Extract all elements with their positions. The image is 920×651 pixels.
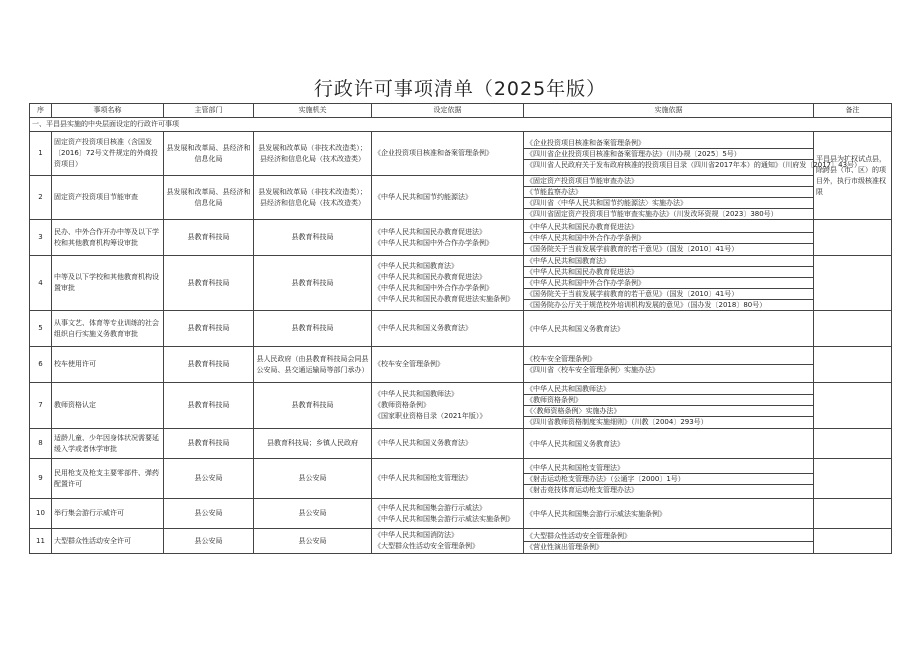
row-basis: 《中华人民共和国教育法》 《中华人民共和国民办教育促进法》 《中华人民共和国中外合作办学条例》 《中华人民共和国民办教育促进法实施条例》 bbox=[372, 256, 524, 311]
row-impl bbox=[524, 220, 814, 256]
row-note-empty bbox=[814, 347, 892, 383]
row-agency: 县教育科技局 bbox=[254, 256, 372, 311]
row-no: 3 bbox=[30, 220, 52, 256]
row-basis: 《中华人民共和国义务教育法》 bbox=[372, 311, 524, 347]
row-impl bbox=[524, 529, 814, 554]
table-row bbox=[30, 429, 892, 459]
table-row bbox=[30, 132, 892, 176]
row-basis: 《企业投资项目核准和备案管理条例》 bbox=[372, 132, 524, 176]
header-dept: 主管部门 bbox=[164, 104, 254, 118]
row-impl bbox=[524, 256, 814, 311]
row-dept: 县教育科技局 bbox=[164, 383, 254, 429]
permit-table bbox=[29, 103, 892, 554]
table-row bbox=[30, 383, 892, 429]
impl-item: 《中华人民共和国义务教育法》 bbox=[526, 324, 624, 333]
impl-item: 《四川省人民政府关于发布政府核准的投资项目目录（四川省2017年本）的通知》（川府发〔2017〕43号） bbox=[526, 160, 862, 169]
impl-item: 《节能监察办法》 bbox=[524, 187, 813, 198]
row-agency: 县教育科技局；乡镇人民政府 bbox=[254, 429, 372, 459]
header-name: 事项名称 bbox=[52, 104, 164, 118]
row-dept: 县发展和改革局、县经济和信息化局 bbox=[164, 176, 254, 220]
row-agency: 县教育科技局 bbox=[254, 383, 372, 429]
row-no: 6 bbox=[30, 347, 52, 383]
impl-item: 《四川省〈中华人民共和国节约能源法〉实施办法》 bbox=[524, 198, 813, 209]
row-note-empty bbox=[814, 220, 892, 256]
row-dept: 县教育科技局 bbox=[164, 347, 254, 383]
header-basis: 设定依据 bbox=[372, 104, 524, 118]
row-no: 9 bbox=[30, 459, 52, 499]
row-note: 平昌县为扩权试点县，除跨县（市、区）的项目外，执行市级核准权限 bbox=[814, 132, 892, 220]
impl-item: 《中华人民共和国中外合作办学条例》 bbox=[524, 278, 813, 289]
impl-item: 《企业投资项目核准和备案管理条例》 bbox=[524, 138, 813, 149]
row-note-empty bbox=[814, 459, 892, 499]
header-agency: 实施机关 bbox=[254, 104, 372, 118]
row-agency: 县公安局 bbox=[254, 459, 372, 499]
row-name: 从事文艺、体育等专业训练的社会组织自行实施义务教育审批 bbox=[52, 311, 164, 347]
row-impl bbox=[524, 383, 814, 429]
row-impl bbox=[524, 176, 814, 220]
impl-item: 《四川省固定资产投资项目节能审查实施办法》（川发改环资规〔2023〕380号） bbox=[526, 210, 778, 218]
row-dept: 县教育科技局 bbox=[164, 429, 254, 459]
impl-item: 《国务院关于当前发展学前教育的若干意见》（国发〔2010〕41号） bbox=[524, 289, 813, 300]
impl-item: 《固定资产投资项目节能审查办法》 bbox=[524, 176, 813, 187]
row-dept: 县公安局 bbox=[164, 499, 254, 529]
row-no: 4 bbox=[30, 256, 52, 311]
row-impl bbox=[524, 499, 814, 529]
row-no: 11 bbox=[30, 529, 52, 554]
row-basis: 《中华人民共和国民办教育促进法》 《中华人民共和国中外合作办学条例》 bbox=[372, 220, 524, 256]
row-agency: 县公安局 bbox=[254, 499, 372, 529]
impl-item: 《中华人民共和国集会游行示威法实施条例》 bbox=[526, 509, 666, 518]
table-row bbox=[30, 529, 892, 554]
row-name: 固定资产投资项目节能审查 bbox=[52, 176, 164, 220]
table-row bbox=[30, 499, 892, 529]
row-basis: 《中华人民共和国枪支管理法》 bbox=[372, 459, 524, 499]
row-name: 固定资产投资项目核准（含国发〔2016〕72号文件规定的外商投资项目） bbox=[52, 132, 164, 176]
impl-item: 《中华人民共和国民办教育促进法》 bbox=[524, 222, 813, 233]
row-basis: 《校车安全管理条例》 bbox=[372, 347, 524, 383]
row-name: 校车使用许可 bbox=[52, 347, 164, 383]
row-dept: 县教育科技局 bbox=[164, 220, 254, 256]
impl-item: 《四川省企业投资项目核准和备案管理办法》（川办规〔2025〕5号） bbox=[524, 149, 813, 160]
row-note-empty bbox=[814, 256, 892, 311]
row-dept: 县教育科技局 bbox=[164, 311, 254, 347]
impl-item: 《射击运动枪支管理办法》（公通字〔2000〕1号） bbox=[524, 474, 813, 485]
row-name: 教师资格认定 bbox=[52, 383, 164, 429]
row-impl bbox=[524, 347, 814, 383]
impl-item: 《中华人民共和国中外合作办学条例》 bbox=[524, 233, 813, 244]
row-no: 7 bbox=[30, 383, 52, 429]
table-row bbox=[30, 459, 892, 499]
row-agency: 县教育科技局 bbox=[254, 311, 372, 347]
row-dept: 县公安局 bbox=[164, 459, 254, 499]
row-basis: 《中华人民共和国消防法》 《大型群众性活动安全管理条例》 bbox=[372, 529, 524, 554]
row-dept: 县发展和改革局、县经济和信息化局 bbox=[164, 132, 254, 176]
impl-item: 《四川省教师资格制度实施细则》（川教〔2004〕293号） bbox=[526, 418, 708, 426]
table-row bbox=[30, 176, 892, 220]
row-no: 8 bbox=[30, 429, 52, 459]
row-agency: 县公安局 bbox=[254, 529, 372, 554]
row-agency: 县发展和改革局（非技术改造类）；县经济和信息化局（技术改造类） bbox=[254, 176, 372, 220]
row-name: 大型群众性活动安全许可 bbox=[52, 529, 164, 554]
row-agency: 县人民政府（由县教育科技局会同县公安局、县交通运输局等部门承办） bbox=[254, 347, 372, 383]
row-note-empty bbox=[814, 311, 892, 347]
impl-item: 《教师资格条例》 bbox=[524, 395, 813, 406]
row-agency: 县教育科技局 bbox=[254, 220, 372, 256]
row-note-empty bbox=[814, 429, 892, 459]
row-basis: 《中华人民共和国义务教育法》 bbox=[372, 429, 524, 459]
impl-item: 《国务院办公厅关于规范校外培训机构发展的意见》（国办发〔2018〕80号） bbox=[526, 301, 767, 309]
impl-item: 《国务院关于当前发展学前教育的若干意见》（国发〔2010〕41号） bbox=[526, 244, 739, 253]
row-basis: 《中华人民共和国节约能源法》 bbox=[372, 176, 524, 220]
table-row bbox=[30, 347, 892, 383]
row-name: 民用枪支及枪支主要零部件、弹药配置许可 bbox=[52, 459, 164, 499]
impl-item: 《大型群众性活动安全管理条例》 bbox=[524, 531, 813, 542]
row-basis: 《中华人民共和国集会游行示威法》 《中华人民共和国集会游行示威法实施条例》 bbox=[372, 499, 524, 529]
table-row bbox=[30, 220, 892, 256]
impl-item: 《中华人民共和国义务教育法》 bbox=[526, 439, 624, 448]
table-row bbox=[30, 256, 892, 311]
header-impl: 实施依据 bbox=[524, 104, 814, 118]
table-row bbox=[30, 311, 892, 347]
row-no: 2 bbox=[30, 176, 52, 220]
row-note-empty bbox=[814, 529, 892, 554]
row-impl bbox=[524, 429, 814, 459]
row-no: 5 bbox=[30, 311, 52, 347]
table-header-row bbox=[30, 104, 892, 118]
section-title: 一、平昌县实施的中央层面设定的行政许可事项 bbox=[30, 118, 892, 132]
row-note-empty bbox=[814, 499, 892, 529]
row-impl bbox=[524, 132, 862, 176]
header-note: 备注 bbox=[814, 104, 892, 118]
row-dept: 县公安局 bbox=[164, 529, 254, 554]
row-name: 举行集会游行示威许可 bbox=[52, 499, 164, 529]
row-note-empty bbox=[814, 383, 892, 429]
impl-item: 《校车安全管理条例》 bbox=[524, 354, 813, 365]
row-name: 民办、中外合作开办中等及以下学校和其他教育机构筹设审批 bbox=[52, 220, 164, 256]
impl-item: 《射击竞技体育运动枪支管理办法》 bbox=[526, 485, 638, 494]
row-impl bbox=[524, 459, 814, 499]
row-basis: 《中华人民共和国教师法》 《教师资格条例》 《国家职业资格目录（2021年版）》 bbox=[372, 383, 524, 429]
row-impl bbox=[524, 311, 814, 347]
header-no: 序 bbox=[30, 104, 52, 118]
impl-item: 《〈教师资格条例〉实施办法》 bbox=[524, 406, 813, 417]
impl-item: 《四川省〈校车安全管理条例〉实施办法》 bbox=[526, 366, 659, 374]
page-title: 行政许可事项清单（2025年版） bbox=[313, 78, 607, 100]
impl-item: 《中华人民共和国枪支管理法》 bbox=[524, 463, 813, 474]
row-name: 适龄儿童、少年因身体状况需要延缓入学或者休学审批 bbox=[52, 429, 164, 459]
section-row bbox=[30, 118, 892, 132]
impl-item: 《中华人民共和国民办教育促进法》 bbox=[524, 267, 813, 278]
row-agency: 县发展和改革局（非技术改造类）；县经济和信息化局（技术改造类） bbox=[254, 132, 372, 176]
row-no: 10 bbox=[30, 499, 52, 529]
row-dept: 县教育科技局 bbox=[164, 256, 254, 311]
row-no: 1 bbox=[30, 132, 52, 176]
row-name: 中等及以下学校和其他教育机构设置审批 bbox=[52, 256, 164, 311]
impl-item: 《中华人民共和国教师法》 bbox=[524, 384, 813, 395]
impl-item: 《中华人民共和国教育法》 bbox=[524, 256, 813, 267]
impl-item: 《营业性演出管理条例》 bbox=[526, 542, 603, 551]
